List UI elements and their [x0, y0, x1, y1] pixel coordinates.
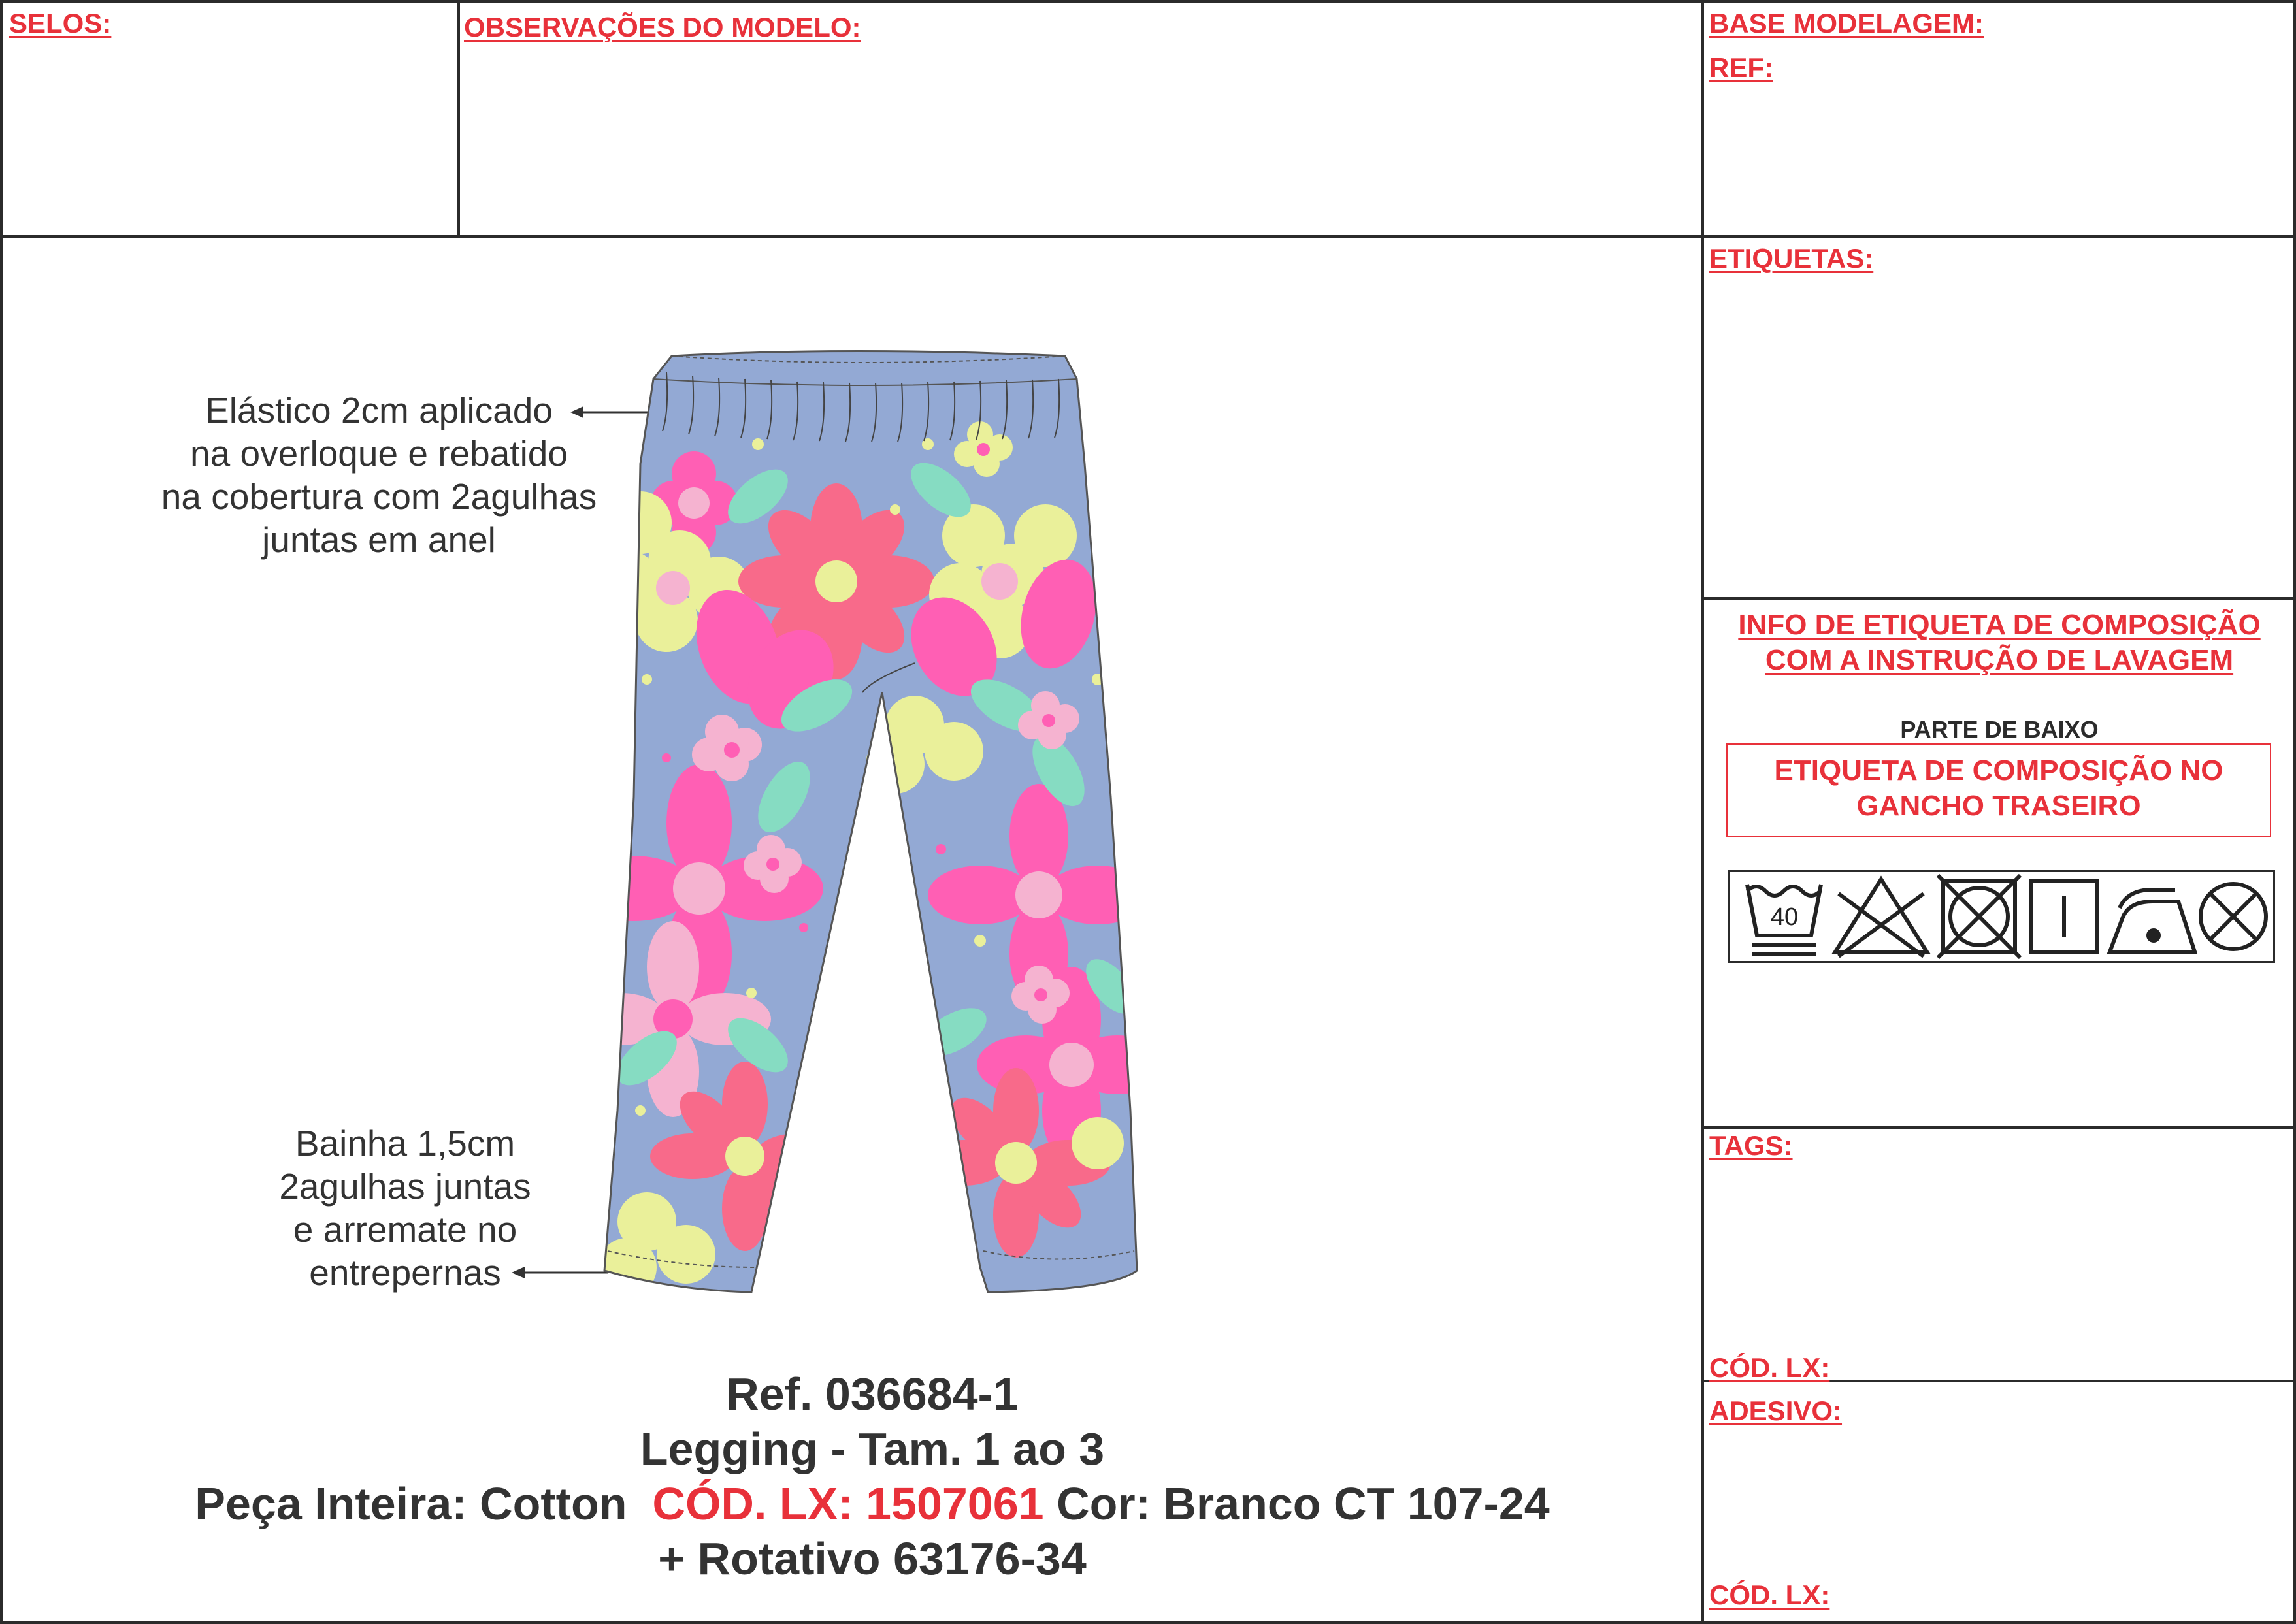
product-fabric-line	[98, 1476, 1647, 1531]
etiqueta-gancho-line1: ETIQUETA DE COMPOSIÇÃO NO	[1774, 755, 2223, 787]
hem-annotation-line4: entrepernas	[309, 1252, 501, 1293]
fabric-code: CÓD. LX: 1507061	[652, 1478, 1044, 1529]
adesivo-header: ADESIVO:	[1709, 1395, 1843, 1426]
tags-cod-lx-label: CÓD. LX:	[1709, 1352, 1830, 1383]
selos-header: SELOS:	[9, 8, 112, 39]
etiqueta-gancho-line2: GANCHO TRASEIRO	[1856, 790, 2141, 822]
info-etiqueta-title-line1: INFO DE ETIQUETA DE COMPOSIÇÃO	[1738, 609, 2261, 641]
observacoes-header: OBSERVAÇÕES DO MODELO:	[464, 12, 861, 42]
hem-annotation-line3: e arremate no	[293, 1209, 517, 1250]
wash-temperature-label: 40	[1770, 903, 1799, 931]
hem-annotation-line2: 2agulhas juntas	[279, 1166, 531, 1207]
base-modelagem-header: BASE MODELAGEM:	[1709, 8, 1984, 39]
elastic-annotation-line1: Elástico 2cm aplicado	[205, 390, 553, 430]
ref-header: REF:	[1709, 52, 1773, 83]
product-ref: Ref. 036684-1	[726, 1369, 1019, 1420]
legging-illustration	[588, 340, 1150, 1293]
product-reference	[98, 1367, 1647, 1586]
elastic-annotation-line4: juntas em anel	[262, 519, 496, 560]
product-print: + Rotativo 63176-34	[658, 1533, 1087, 1584]
product-name: Legging - Tam. 1 ao 3	[640, 1423, 1105, 1474]
hem-annotation-line1: Bainha 1,5cm	[295, 1123, 516, 1163]
tags-header: TAGS:	[1709, 1130, 1793, 1161]
fabric-color: Cor: Branco CT 107-24	[1057, 1478, 1550, 1529]
elastic-annotation-line2: na overloque e rebatido	[190, 433, 568, 474]
etiquetas-header: ETIQUETAS:	[1709, 243, 1874, 274]
elastic-annotation-line3: na cobertura com 2agulhas	[161, 476, 597, 517]
info-etiqueta-title-line2: COM A INSTRUÇÃO DE LAVAGEM	[1765, 644, 2234, 676]
parte-de-baixo-label: PARTE DE BAIXO	[1900, 716, 2099, 743]
adesivo-cod-lx-label: CÓD. LX:	[1709, 1580, 1830, 1610]
fabric-prefix: Peça Inteira: Cotton	[195, 1478, 627, 1529]
